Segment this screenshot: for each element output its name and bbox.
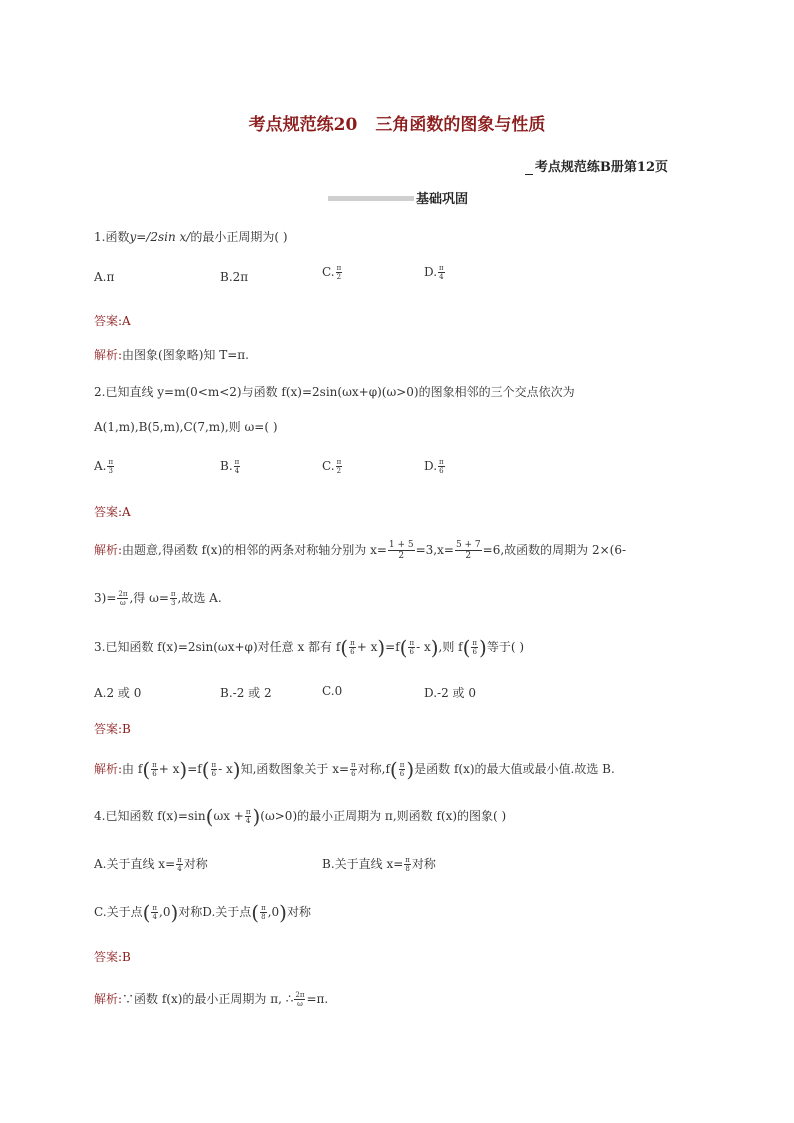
q4-option-c: C.关于点( $\frac{\pi}{4}$ ,0)对称 [94,900,203,925]
q1-option-a: A.π [94,270,115,284]
section-bar [328,196,414,201]
q2-option-b: B. $\frac{\pi}{4}$ [220,458,240,475]
q4-option-b: B.关于直线 x= $\frac{\pi}{8}$ 对称 [322,856,436,873]
q4-analysis: 解析:∵函数 f(x)的最小正周期为 π, ∴ $\frac{2\pi}{\omega}$ =π. [94,991,329,1008]
section-title: 基础巩固 [416,192,469,207]
q4-option-a: A.关于直线 x= $\frac{\pi}{4}$ 对称 [94,856,208,873]
q2-answer: 答案:A [94,505,131,519]
page-title [0,110,794,135]
q4-option-d: D.关于点( $\frac{\pi}{8}$ ,0)对称 [202,900,311,925]
q4-answer: 答案:B [94,950,131,964]
q3-option-d: D.-2 或 0 [424,686,476,700]
title-number: 考点规范练20 [248,115,358,135]
q1-option-c: C. $\frac{\pi}{2}$ [322,264,342,281]
q3-option-b: B.-2 或 2 [220,686,272,700]
q1-option-b: B.2π [220,270,249,284]
q2-analysis-line1: 解析:由题意,得函数 f(x)的相邻的两条对称轴分别为 x= $\frac{1 + 5}{2}$ =3,x= $\frac{5 + 7}{2}$ =6,故函数的周期为 2×(6- [94,540,627,561]
question-2-stem-line2: A(1,m),B(5,m),C(7,m),则 ω=( ) [94,420,278,434]
q1-answer: 答案:A [94,314,131,328]
title-text: 三角函数的图象与性质 [375,115,546,135]
q2-option-d: D. $\frac{\pi}{6}$ [424,458,444,475]
question-4-stem: 4.已知函数 f(x)=sin(ωx + $\frac{\pi}{4}$ )(ω>0)的最小正周期为 π,则函数 f(x)的图象( ) [94,804,507,829]
question-2-stem-line1: 2.已知直线 y=m(0<m<2)与函数 f(x)=2sin(ωx+φ)(ω>0)的图象相邻的三个交点依次为 [94,385,575,399]
question-3-stem: 3.已知函数 f(x)=2sin(ωx+φ)对任意 x 都有 f( $\frac{\pi}{6}$ + x)=f( $\frac{\pi}{6}$ - x),则 f( $\frac{\pi}{6}$ )等于( ) [94,635,525,660]
q1-analysis: 解析:由图象(图象略)知 T=π. [94,348,249,362]
q4-options-cd [94,900,311,925]
book-reference: 考点规范练B册第12页 [525,156,668,175]
q2-option-a: A. $\frac{\pi}{3}$ [94,458,114,475]
q3-option-c: C.0 [322,684,343,698]
q1-option-d: D. $\frac{\pi}{4}$ [424,264,444,281]
question-1-stem: 1.函数y=/2sin x/的最小正周期为( ) [94,230,288,244]
q3-answer: 答案:B [94,722,131,736]
q3-option-a: A.2 或 0 [94,686,142,700]
q2-analysis-line2: 3)= $\frac{2\pi}{\omega}$ ,得 ω= $\frac{\pi}{3}$ ,故选 A. [94,590,222,607]
q2-option-c: C. $\frac{\pi}{2}$ [322,458,342,475]
q3-analysis: 解析:由 f( $\frac{\pi}{6}$ + x)=f( $\frac{\pi}{6}$ - x)知,函数图象关于 x= $\frac{\pi}{6}$ 对称,f( $\frac{\pi}{6}$ )是函数 f(x)的最大值或最小值.故选 B. [94,757,615,782]
